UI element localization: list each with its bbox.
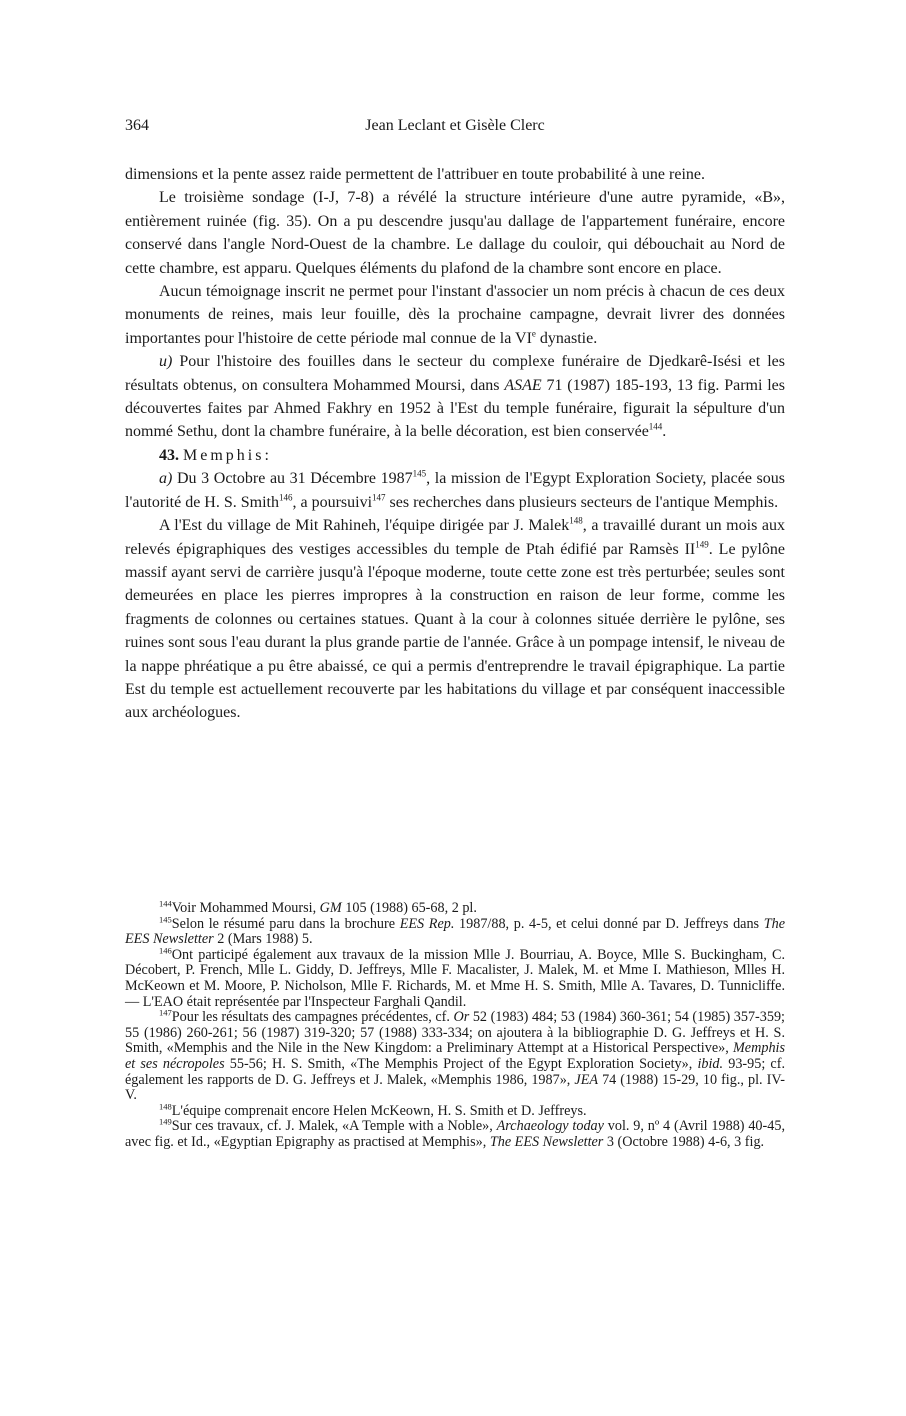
paragraph-5 (125, 467, 785, 514)
footnote-149 (125, 1116, 785, 1150)
body-text (125, 163, 785, 725)
item-letter-u: u) (159, 353, 173, 371)
footnote-text: Voir Mohammed Moursi, (171, 900, 320, 916)
footnote-ref-144: 144 (648, 422, 663, 433)
item-letter-a: a) (159, 470, 173, 488)
footnote-text: 3 (Octobre 1988) 4-6, 3 fig. (603, 1133, 765, 1150)
footnote-text: L'équipe comprenait encore Helen McKeown, H. S. Smith et D. Jeffreys. (171, 1102, 587, 1119)
footnote-147 (125, 1007, 785, 1104)
footnote-text: 55-56; H. S. Smith, «The Memphis Project of the Egypt Exploration Society», (224, 1055, 698, 1072)
publication-title: The EES Newsletter (125, 915, 786, 948)
footnote-number: 145 (159, 913, 172, 924)
footnote-text: Ont participé également aux travaux de la mission Mlle J. Bourriau, A. Boyce, Mlle S. Buckingham, C. Décobert, P. French, Mlle L. Giddy, D. Jeffreys, Mlle F. Macalister, J. Malek, M. et Mme I. Mathieson, Mlles H. McKeown et M. Moore, P. Nicholson, Mlle F. Richards, M. et Mme H. S. Smith, Mlle A. Tavares, D. Tunnicliffe. — L'EAO était représentée par l'Inspecteur Farghali Qandil. (125, 946, 785, 1010)
footnote-144 (125, 898, 785, 917)
paragraph-5-text-end: ses recherches dans plusieurs secteurs de l'antique Memphis. (385, 493, 779, 511)
paragraph-2-text: Le troisième sondage (I-J, 7-8) a révélé la structure intérieure d'une autre pyramide, «B», entièrement ruinée (fig. 35). On a pu descendre jusqu'au dallage de l'appartement funéraire, encore conservé dans l'angle Nord-Ouest de la chambre. Le dallage du couloir, qui débouchait au Nord de cette chambre, est apparu. Quelques éléments du plafond de la chambre sont encore en place. (125, 189, 785, 277)
footnote-text: Selon le résumé paru dans la brochure (171, 915, 400, 932)
section-heading (125, 444, 785, 467)
footnote-ref-145: 145 (412, 468, 427, 479)
paragraph-4-text-end: . (662, 423, 667, 441)
publication-title: Memphis et ses nécropoles (125, 1040, 785, 1072)
footnote-number: 144 (159, 898, 172, 909)
footnote-number: 146 (159, 945, 172, 956)
journal-title: Or (453, 1009, 470, 1026)
paragraph-4 (125, 350, 785, 444)
paragraph-6 (125, 514, 785, 725)
paragraph-3 (125, 280, 785, 350)
paragraph-6-text: A l'Est du village de Mit Rahineh, l'équipe dirigée par J. Malek (159, 517, 570, 535)
paragraph-3-text: Aucun témoignage inscrit ne permet pour l'instant d'associer un nom précis à chacun de ces deux monuments de reines, mais leur fouille, dès la prochaine campagne, devrait livrer des données importantes pour l'histoire de cette période mal connue de la VI (125, 283, 785, 347)
footnote-text: 1987/88, p. 4-5, et celui donné par D. Jeffreys dans (454, 915, 764, 932)
paragraph-6-text-cont: , a travaillé durant un mois aux relevés épigraphiques des vestiges accessibles du temple de Ptah édifié par Ramsès II (125, 517, 786, 558)
page-header (125, 117, 785, 139)
footnote-number: 149 (159, 1116, 172, 1127)
paragraph-1-text: dimensions et la pente assez raide permettent de l'attribuer en toute probabilité à une reine. (125, 166, 705, 183)
footnote-number: 148 (159, 1100, 172, 1111)
journal-title: GM (319, 900, 342, 916)
paragraph-5-text-cont2: , a poursuivi (292, 493, 373, 511)
footnote-148 (125, 1100, 785, 1120)
footnote-145 (125, 913, 786, 948)
paragraph-5-text-cont: , la mission de l'Egypt Exploration Society, placée sous l'autorité de H. S. Smith (125, 470, 786, 511)
footnote-text: 105 (1988) 65-68, 2 pl. (341, 900, 477, 916)
paragraph-2 (125, 186, 785, 280)
paragraph-3-text-end: dynastie. (535, 329, 598, 347)
footnote-text: 2 (Mars 1988) 5. (213, 931, 313, 948)
paragraph-1 (125, 163, 785, 186)
footnote-text: 93-95; cf. également les rapports de D. G. Jeffreys et J. Malek, «Memphis 1986, 1987», (125, 1055, 785, 1088)
footnote-text: 52 (1983) 484; 53 (1984) 360-361; 54 (1985) 357-359; 55 (1986) 260-261; 56 (1987) 319-320; 57 (1988) 333-334; on ajoutera à la bibliographie D. G. Jeffreys et H. S. Smith, «Memphis and the Nile in the New Kingdom: a Preliminary Attempt at a Historical Perspective», (125, 1009, 785, 1057)
publication-title: Archaeology today (496, 1118, 604, 1135)
abbreviation: ibid. (697, 1055, 724, 1072)
footnote-text: Sur ces travaux, cf. J. Malek, «A Temple with a Noble», (171, 1118, 497, 1135)
footnote-ref-147: 147 (372, 492, 386, 503)
footnote-text: Pour les résultats des campagnes précédentes, cf. (171, 1009, 454, 1026)
footnote-number: 147 (159, 1007, 172, 1018)
publication-title: The EES Newsletter (489, 1133, 604, 1150)
footnote-ref-146: 146 (278, 492, 293, 503)
footnote-ref-148: 148 (569, 515, 583, 526)
publication-title: EES Rep. (399, 915, 455, 932)
footnote-146 (125, 945, 785, 1010)
section-number: 43. (159, 446, 179, 464)
paragraph-5-text: Du 3 Octobre au 31 Décembre 1987 (172, 470, 413, 488)
footnote-text: vol. 9, nº 4 (Avril 1988) 40-45, avec fig. et Id., «Egyptian Epigraphy as practised at Memphis», (125, 1118, 785, 1150)
journal-title-asae: ASAE (504, 376, 542, 394)
paragraph-4-text: Pour l'histoire des fouilles dans le secteur du complexe funéraire de Djedkarê-Isési et les résultats obtenus, on consultera Mohammed Moursi, dans (125, 353, 785, 394)
paragraph-6-text-end: . Le pylône massif ayant servi de carrière jusqu'à l'époque moderne, toute cette zone est très perturbée; seules sont demeurées en place les pierres impropres à la construction en raison de leur forme, comme les fragments de colonnes ou certaines statues. Quant à la cour à colonnes située derrière le pylône, ses ruines sont sous l'eau durant la plus grande partie de l'année. Grâce à un pompage intensif, le niveau de la nappe phréatique a pu être abaissé, ce qui a permis d'entreprendre le travail épigraphique. La partie Est du temple est actuellement recouverte par les habitations du village et par conséquent inaccessible aux archéologues. (125, 540, 786, 722)
journal-title: JEA (574, 1071, 599, 1088)
section-title: Memphis: (183, 446, 272, 464)
running-head: Jean Leclant et Gisèle Clerc (365, 117, 545, 134)
footnote-ref-149: 149 (695, 539, 709, 550)
page-number: 364 (125, 117, 149, 134)
footnote-text: 74 (1988) 15-29, 10 fig., pl. IV-V. (125, 1071, 785, 1104)
paragraph-4-text-cont: 71 (1987) 185-193, 13 fig. Parmi les découvertes faites par Ahmed Fakhry en 1952 à l'Est du temple funéraire, figurait la sépulture d'un nommé Sethu, dont la chambre funéraire, à la belle décoration, est bien conservée (125, 376, 786, 441)
footnotes (125, 898, 786, 1151)
superscript-e: e (531, 328, 536, 339)
